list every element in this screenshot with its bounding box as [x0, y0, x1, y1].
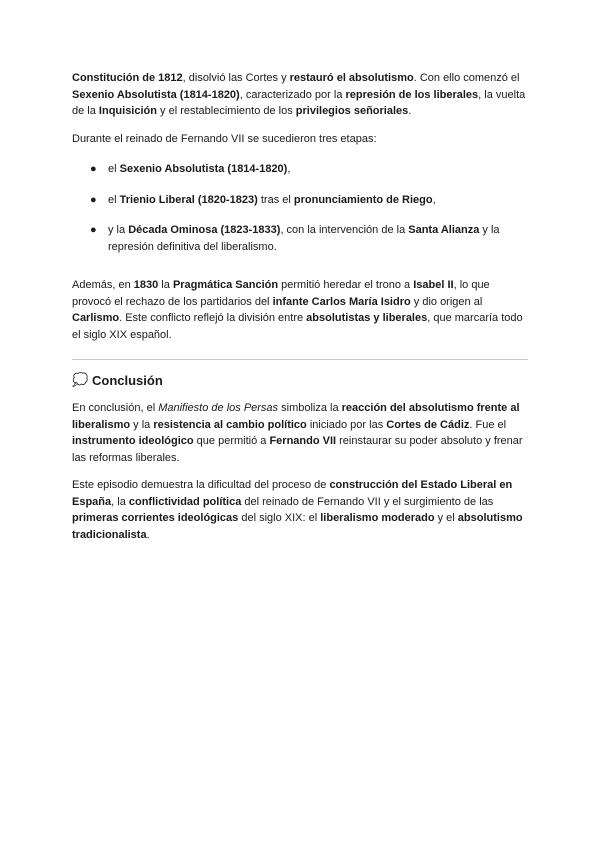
paragraph-carlism: Además, en 1830 la Pragmática Sanción permitió heredar el trono a Isabel II, lo que provocó el rechazo de los partidarios del infante Carlos María Isidro y dio origen al Carlismo. Este conflicto reflejó la división entre absolutistas y liberales, que marcaría todo el siglo XIX español. [72, 279, 523, 341]
section-divider [72, 359, 528, 360]
bullet-icon: ● [90, 163, 97, 175]
list-item: ● el Sexenio Absolutista (1814-1820), [72, 161, 528, 178]
list-item: ● y la Década Ominosa (1823-1833), con la intervención de la Santa Alianza y la represión definitiva del liberalismo. [90, 224, 500, 253]
bullet-icon: ● [90, 193, 97, 206]
section-heading-conclusion [72, 372, 528, 388]
paragraph-stages-intro: Durante el reinado de Fernando VII se sucedieron tres etapas: [72, 132, 377, 145]
stages-list [72, 161, 528, 255]
paragraph-conclusion: En conclusión, el Manifiesto de los Persas simboliza la reacción del absolutismo frente al liberalismo y la resistencia al cambio político iniciado por las Cortes de Cádiz. Fue el instrumento ideológico que permitió a Fernando VII reinstaurar su poder absoluto y frenar las reformas liberales. [72, 402, 523, 464]
bullet-icon: ● [90, 224, 97, 236]
section-heading-text: Conclusión [92, 372, 163, 388]
list-item: ● el Trienio Liberal (1820-1823) tras el pronunciamiento de Riego, [72, 192, 528, 209]
paragraph-constitution: Constitución de 1812, disolvió las Cortes y restauró el absolutismo. Con ello comenzó el Sexenio Absolutista (1814-1820), caracterizado por la represión de los liberales, la vuelta de la Inquisición y el restablecimiento de los privilegios señoriales. [72, 72, 526, 117]
thought-bubble-icon: 💭 [72, 372, 89, 387]
paragraph-episode: Este episodio demuestra la dificultad del proceso de construcción del Estado Liberal en España, la conflictividad política del reinado de Fernando VII y el surgimiento de las primeras corrientes ideológicas del siglo XIX: el liberalismo moderado y el absolutismo tradicionalista. [72, 479, 523, 541]
document-page [72, 70, 528, 554]
